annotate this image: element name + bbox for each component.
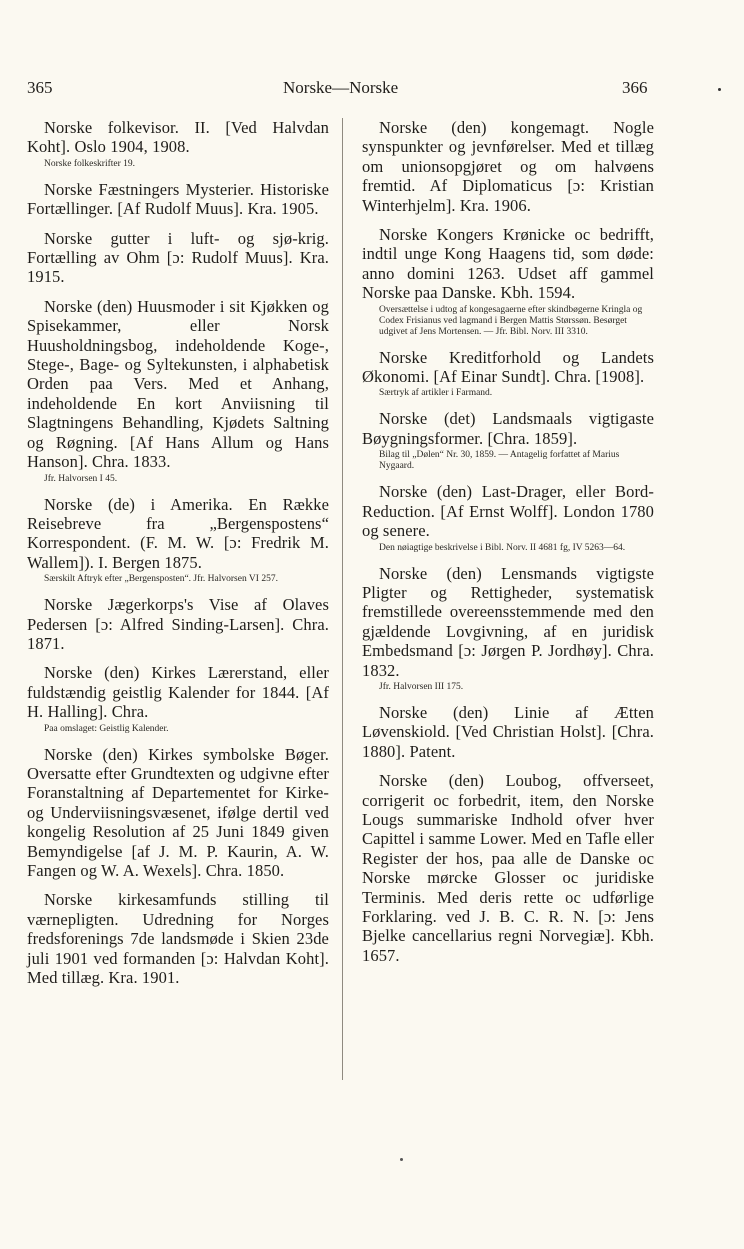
running-title: Norske—Norske	[283, 78, 399, 97]
entry-note: Paa omslaget: Geistlig Kalender.	[44, 723, 169, 734]
catalog-entry	[362, 771, 654, 965]
catalog-entry	[362, 118, 654, 215]
entry-text: Norske gutter i luft- og sjø-krig. Fortælling av Ohm [ɔ: Rudolf Muus]. Kra. 1915.	[27, 228, 329, 287]
catalog-entry	[27, 495, 329, 586]
catalog-entry	[27, 118, 329, 170]
right-column	[362, 118, 654, 975]
entry-note: Jfr. Halvorsen III 175.	[379, 681, 464, 692]
catalog-entry	[362, 409, 654, 472]
catalog-entry	[27, 663, 329, 734]
header-speck	[718, 88, 721, 91]
entry-text: Norske kirkesamfunds stilling til værnepligten. Udredning for Norges fredsforenings 7de landsmøde i Skien 23de juli 1901 ved formanden [ɔ: Halvdan Koht]. Med tillæg. Kra. 1901.	[27, 890, 329, 988]
page-header	[0, 78, 744, 102]
entry-note: Jfr. Halvorsen I 45.	[44, 473, 118, 484]
entry-text: Norske (den) Lensmands vigtigste Pligter og Rettigheder, systematisk fremstillede overeensstemmende med den gjældende Lovgivning, af en juridisk Embedsmand [ɔ: Jørgen P. Jordhøy]. Chra. 1832.	[362, 563, 654, 680]
column-divider	[342, 118, 343, 1080]
paper-speck	[400, 1158, 403, 1161]
entry-note: Særtryk af artikler i Farmand.	[379, 388, 493, 399]
entry-note: Oversættelse i udtog af kongesagaerne efter skindbøgerne Kringla og Codex Frisianus ved lagmand i Bergen Mattis Størssøn. Besørget udgivet af Jens Mortensen. — Jfr. Bibl. Norv. III 3310.	[379, 304, 643, 337]
left-column	[27, 118, 329, 997]
right-page-number: 366	[622, 78, 648, 97]
catalog-entry	[27, 890, 329, 987]
catalog-entry	[27, 745, 329, 881]
catalog-entry	[362, 564, 654, 693]
entry-note: Særskilt Aftryk efter „Bergensposten“. Jfr. Halvorsen VI 257.	[44, 574, 278, 585]
entry-text: Norske (den) kongemagt. Nogle synspunkter og jevnførelser. Med et tillæg om unionsopgjøret og om halvøens fremtid. Af Diplomaticus [ɔ: Kristian Winterhjelm]. Kra. 1906.	[362, 118, 654, 215]
left-page-number: 365	[27, 78, 53, 97]
entry-text: Norske (den) Huusmoder i sit Kjøkken og Spisekammer, eller Norsk Huusholdningsbog, indeholdende Koge-, Stege-, Bage- og Syltekunsten, i alphabetisk Orden paa Vers. Med et Anhang, indeholdende En kort Anviisning til Slagtningens Behandling, Kjødets Saltning og Røgning. [Af Hans Allum og Hans Hanson]. Chra. 1833.	[27, 296, 329, 472]
entry-text: Norske Kongers Krønicke oc bedrifft, indtil unge Kong Haagens tid, som døde: anno domini 1263. Udset aff gammel Norske paa Danske. Kbh. 1594.	[362, 225, 654, 303]
entry-text: Norske (den) Linie af Ætten Løvenskiold. [Ved Christian Holst]. [Chra. 1880]. Patent.	[362, 702, 654, 761]
catalog-entry	[27, 297, 329, 485]
catalog-entry	[27, 180, 329, 219]
catalog-entry	[27, 595, 329, 653]
entry-note: Den nøiagtige beskrivelse i Bibl. Norv. II 4681 fg, IV 5263—64.	[379, 542, 626, 553]
catalog-entry	[362, 225, 654, 338]
catalog-entry	[27, 229, 329, 287]
entry-text: Norske Fæstningers Mysterier. Historiske Fortællinger. [Af Rudolf Muus]. Kra. 1905.	[27, 179, 329, 219]
entry-text: Norske (de) i Amerika. En Række Reisebreve fra „Bergenspostens“ Korrespondent. (F. M. W. [ɔ: Fredrik M. Wallem]). I. Bergen 1875.	[27, 494, 329, 572]
entry-text: Norske (den) Kirkes symbolske Bøger. Oversatte efter Grundtexten og udgivne efter Foranstaltning af Departementet for Kirke- og Underviisningsvæsenet, ifølge dertil ved kongelig Resolution af 25 Juni 1849 given Bemyndigelse [af J. M. P. Kaurin, A. W. Fangen og W. A. Wexels]. Chra. 1850.	[27, 744, 329, 880]
entry-note: Bilag til „Dølen“ Nr. 30, 1859. — Antagelig forfattet af Marius Nygaard.	[379, 450, 620, 472]
entry-text: Norske (den) Kirkes Lærerstand, eller fuldstændig geistlig Kalender for 1844. [Af H. Halling]. Chra.	[27, 663, 329, 722]
entry-text: Norske (den) Last-Drager, eller Bord-Reduction. [Af Ernst Wolff]. London 1780 og senere.	[362, 482, 654, 541]
entry-text: Norske (det) Landsmaals vigtigaste Bøygningsformer. [Chra. 1859].	[362, 409, 654, 448]
entry-text: Norske folkevisor. II. [Ved Halvdan Koht]. Oslo 1904, 1908.	[27, 118, 329, 157]
catalog-entry	[362, 482, 654, 553]
entry-text: Norske Kreditforhold og Landets Økonomi. [Af Einar Sundt]. Chra. [1908].	[362, 347, 654, 387]
catalog-entry	[362, 348, 654, 400]
catalog-entry	[362, 703, 654, 761]
entry-note: Norske folkeskrifter 19.	[44, 158, 136, 169]
entry-text: Norske Jægerkorps's Vise af Olaves Pedersen [ɔ: Alfred Sinding-Larsen]. Chra. 1871.	[27, 595, 329, 653]
entry-text: Norske (den) Loubog, offverseet, corrigerit oc forbedrit, item, den Norske Lougs summariske Indhold ofver hver Capittel i samme Lower. Med en Tafle eller Register der hos, paa alle de Danske oc Norske mørcke Glosser oc juridiske Terminis. Med deris rette oc udførlige Forklaring. ved J. B. C. R. N. [ɔ: Jens Bjelke cancellarius regni Norvegiæ]. Kbh. 1657.	[362, 771, 654, 965]
